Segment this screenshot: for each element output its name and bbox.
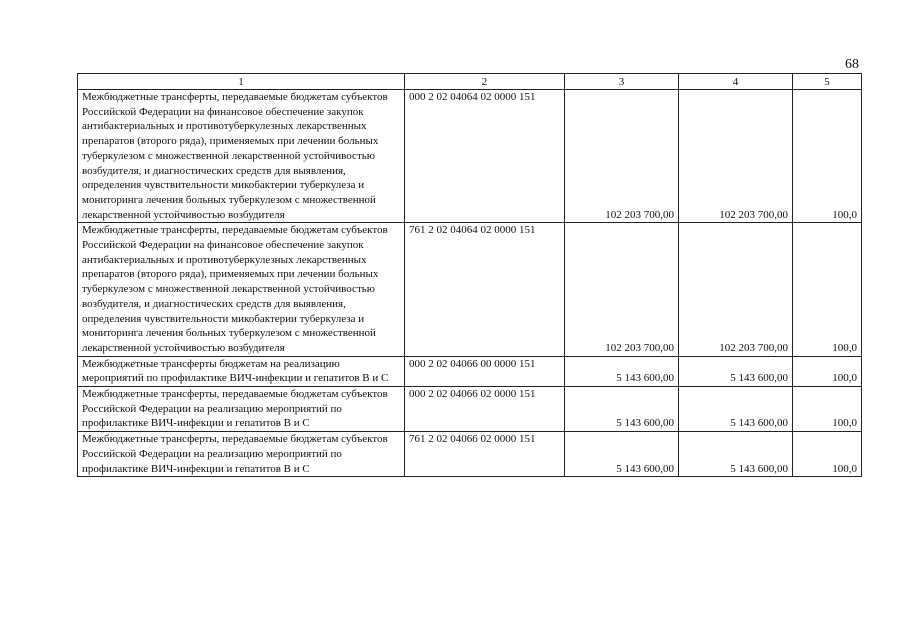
row-value-col3: 5 143 600,00 xyxy=(565,356,679,386)
row-description: Межбюджетные трансферты, передаваемые бюджетам субъектов Российской Федерации на реализацию мероприятий по профилактике ВИЧ-инфекции и гепатитов В и С xyxy=(78,432,405,477)
budget-table xyxy=(77,73,862,477)
row-budget-code: 000 2 02 04064 02 0000 151 xyxy=(405,90,565,223)
row-value-col3: 102 203 700,00 xyxy=(565,223,679,356)
row-budget-code: 761 2 02 04064 02 0000 151 xyxy=(405,223,565,356)
row-value-col3: 102 203 700,00 xyxy=(565,90,679,223)
row-description: Межбюджетные трансферты, передаваемые бюджетам субъектов Российской Федерации на финансовое обеспечение закупок антибактериальных и противотуберкулезных лекарственных препаратов (второго ряда), применяемых при лечении больных туберкулезом с множественной лекарственной устойчивостью возбудителя, и диагностических средств для выявления, определения чувствительности микобактерии туберкулеза и мониторинга лечения больных туберкулезом с множественной лекарственной устойчивостью возбудителя xyxy=(78,223,405,356)
table-body xyxy=(78,90,862,477)
column-header-4: 4 xyxy=(679,74,793,90)
table-row xyxy=(78,356,862,386)
row-budget-code: 761 2 02 04066 02 0000 151 xyxy=(405,432,565,477)
page-number: 68 xyxy=(845,57,859,72)
row-value-col4: 5 143 600,00 xyxy=(679,387,793,432)
row-description: Межбюджетные трансферты бюджетам на реализацию мероприятий по профилактике ВИЧ-инфекции и гепатитов В и С xyxy=(78,356,405,386)
row-value-col4: 5 143 600,00 xyxy=(679,356,793,386)
column-header-3: 3 xyxy=(565,74,679,90)
row-value-col5: 100,0 xyxy=(793,387,862,432)
row-value-col5: 100,0 xyxy=(793,223,862,356)
row-value-col4: 5 143 600,00 xyxy=(679,432,793,477)
row-value-col4: 102 203 700,00 xyxy=(679,90,793,223)
row-description: Межбюджетные трансферты, передаваемые бюджетам субъектов Российской Федерации на реализацию мероприятий по профилактике ВИЧ-инфекции и гепатитов В и С xyxy=(78,387,405,432)
column-header-1: 1 xyxy=(78,74,405,90)
row-value-col5: 100,0 xyxy=(793,432,862,477)
row-value-col3: 5 143 600,00 xyxy=(565,387,679,432)
table-row xyxy=(78,387,862,432)
table-row xyxy=(78,90,862,223)
row-value-col4: 102 203 700,00 xyxy=(679,223,793,356)
column-header-2: 2 xyxy=(405,74,565,90)
row-value-col5: 100,0 xyxy=(793,356,862,386)
table-row xyxy=(78,223,862,356)
row-budget-code: 000 2 02 04066 02 0000 151 xyxy=(405,387,565,432)
row-value-col3: 5 143 600,00 xyxy=(565,432,679,477)
header-row xyxy=(78,74,862,90)
row-budget-code: 000 2 02 04066 00 0000 151 xyxy=(405,356,565,386)
row-value-col5: 100,0 xyxy=(793,90,862,223)
table-row xyxy=(78,432,862,477)
row-description: Межбюджетные трансферты, передаваемые бюджетам субъектов Российской Федерации на финансовое обеспечение закупок антибактериальных и противотуберкулезных лекарственных препаратов (второго ряда), применяемых при лечении больных туберкулезом с множественной лекарственной устойчивостью возбудителя, и диагностических средств для выявления, определения чувствительности микобактерии туберкулеза и мониторинга лечения больных туберкулезом с множественной лекарственной устойчивостью возбудителя xyxy=(78,90,405,223)
table-header xyxy=(78,74,862,90)
column-header-5: 5 xyxy=(793,74,862,90)
